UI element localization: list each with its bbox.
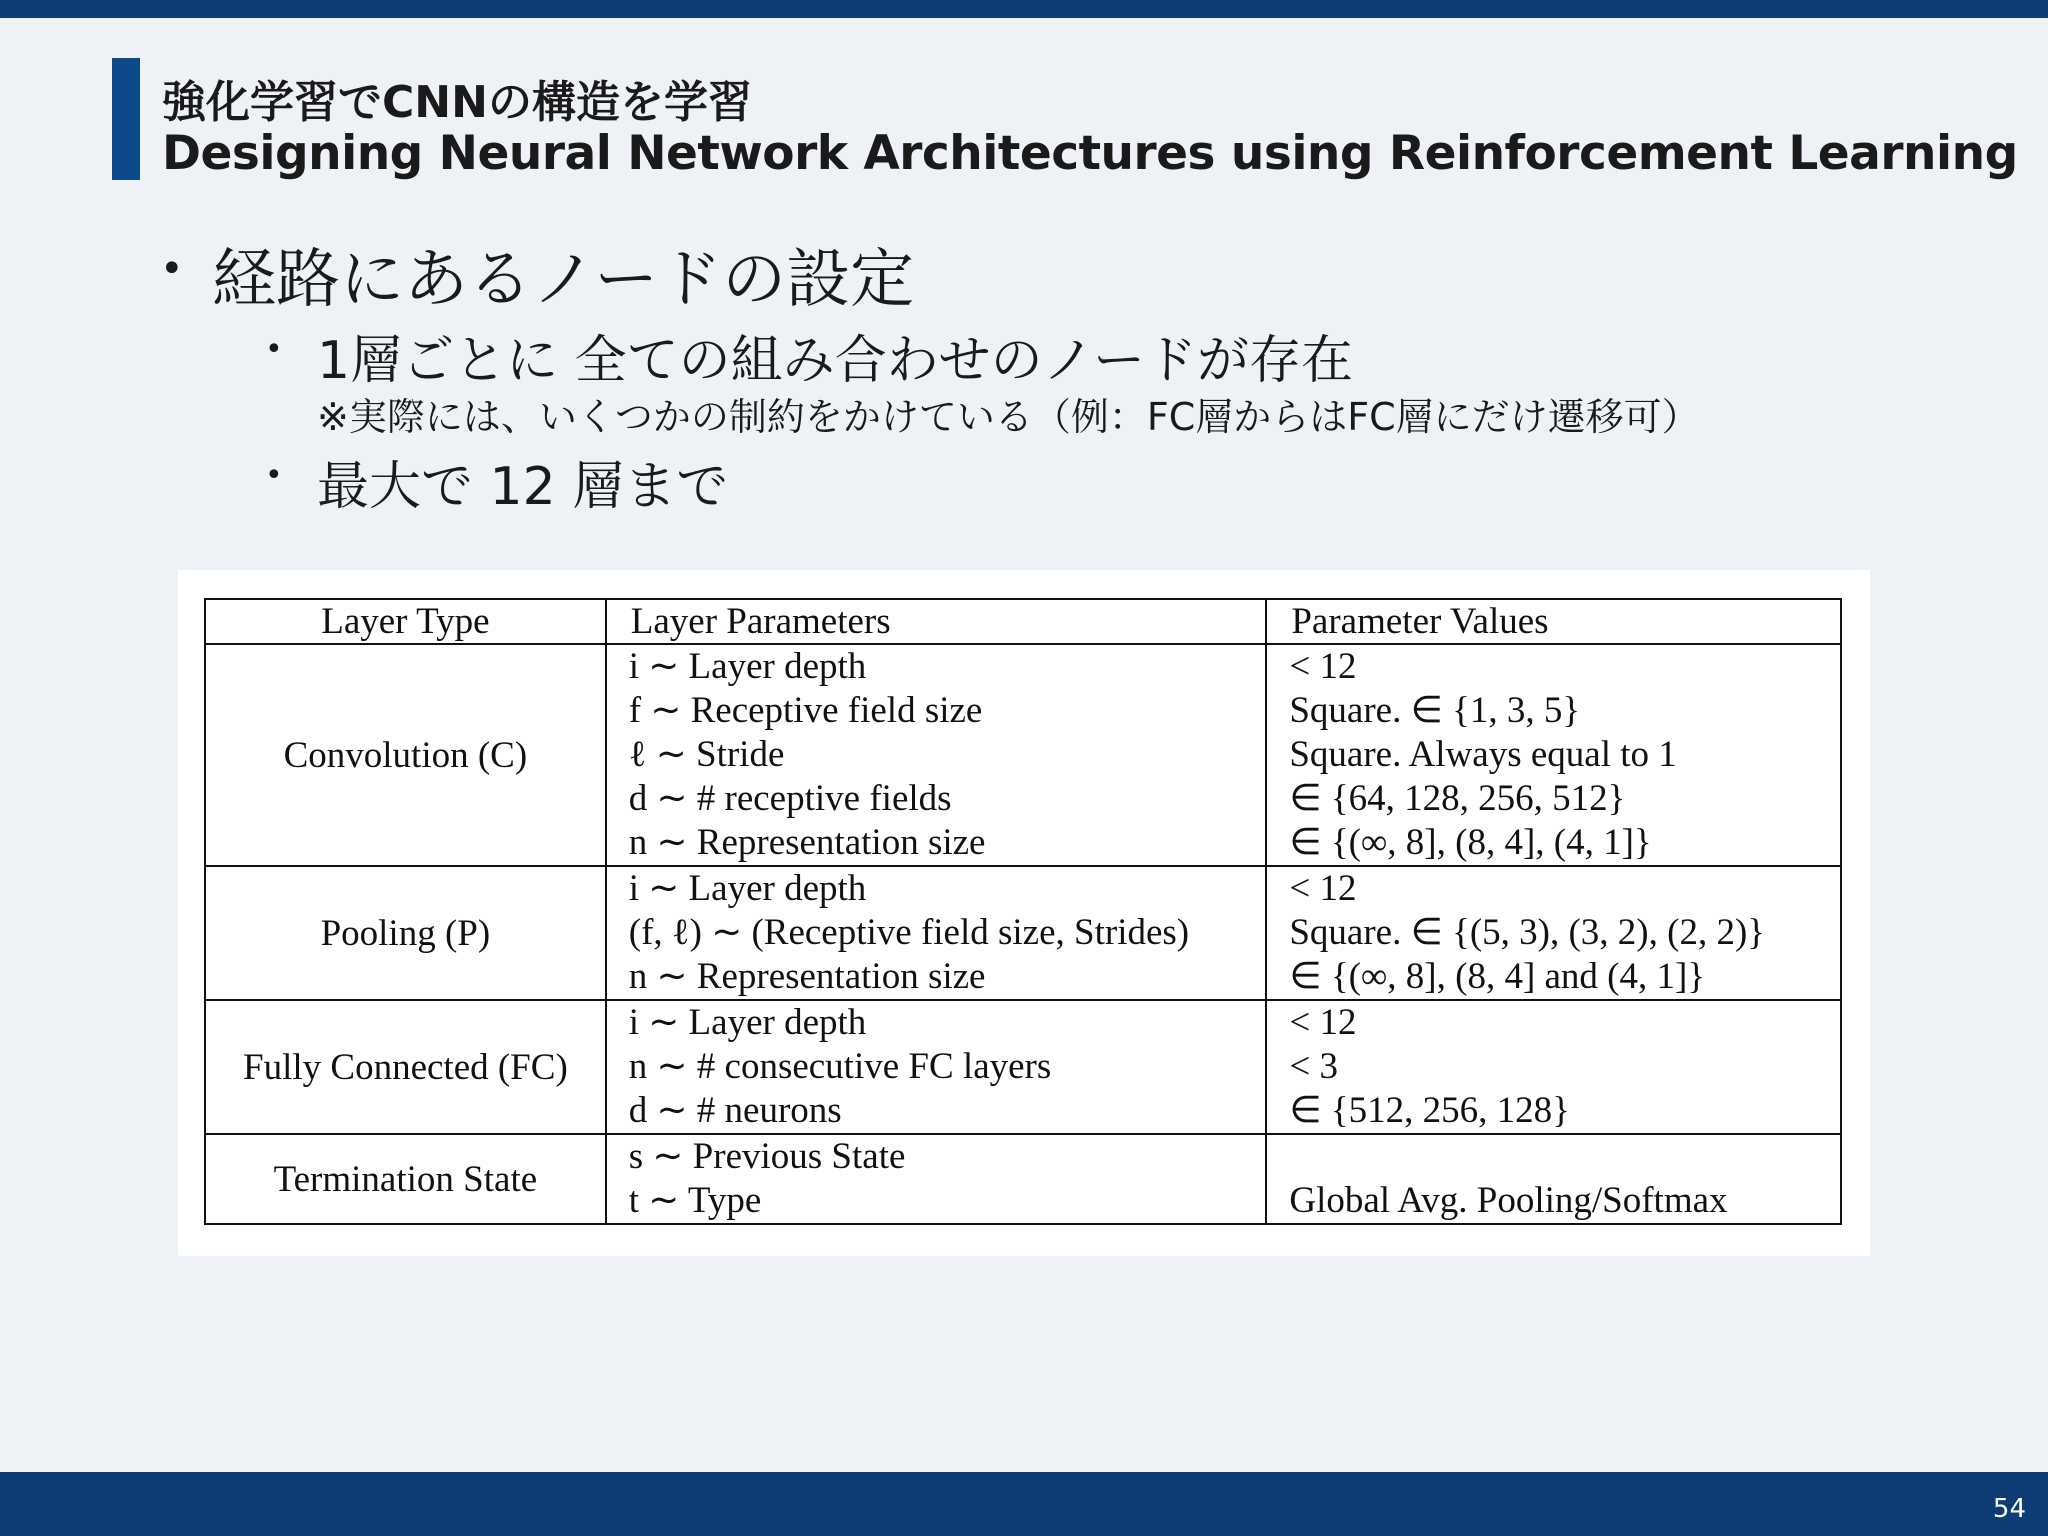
param-line: t ∼ Type xyxy=(628,1180,762,1221)
table-header-row xyxy=(205,599,1841,644)
bullet-sub-1-text: 1層ごとに 全ての組み合わせのノードが存在 xyxy=(317,331,1354,391)
param-values-cell xyxy=(1266,1134,1841,1224)
value-line: < 3 xyxy=(1289,1046,1338,1087)
bullet-main xyxy=(160,228,914,320)
param-line: i ∼ Layer depth xyxy=(628,868,867,909)
param-line: d ∼ # neurons xyxy=(628,1090,842,1131)
value-line: Global Avg. Pooling/Softmax xyxy=(1289,1180,1728,1221)
table-row-fully-connected xyxy=(205,1000,1841,1134)
param-line: n ∼ Representation size xyxy=(628,822,986,863)
param-line: (f, ℓ) ∼ (Receptive field size, Strides) xyxy=(628,912,1190,953)
value-line: Square. Always equal to 1 xyxy=(1289,734,1677,775)
param-line: n ∼ Representation size xyxy=(628,956,986,997)
param-values-cell xyxy=(1266,644,1841,866)
layer-parameter-table xyxy=(204,598,1842,1225)
table-row-termination xyxy=(205,1134,1841,1224)
value-line: ∈ {512, 256, 128} xyxy=(1289,1090,1570,1131)
param-line: s ∼ Previous State xyxy=(628,1136,906,1177)
bullet-note: ※実際には、いくつかの制約をかけている（例：FC層からはFC層にだけ遷移可） xyxy=(317,395,1700,439)
page-number: 54 xyxy=(1992,1494,2026,1524)
layer-params-cell xyxy=(606,1134,1267,1224)
param-line: d ∼ # receptive fields xyxy=(628,778,952,819)
bullet-dot-icon: • xyxy=(265,332,283,367)
layer-type-cell: Convolution (C) xyxy=(205,644,606,866)
param-line: f ∼ Receptive field size xyxy=(628,690,983,731)
layer-type-cell: Pooling (P) xyxy=(205,866,606,1000)
bullet-dot-icon: • xyxy=(265,458,283,493)
value-line: ∈ {(∞, 8], (8, 4] and (4, 1]} xyxy=(1289,956,1706,997)
value-line: Square. ∈ {1, 3, 5} xyxy=(1289,690,1581,731)
table-row-pooling xyxy=(205,866,1841,1000)
header-layer-type: Layer Type xyxy=(205,599,606,644)
slide-title-en: Designing Neural Network Architectures using Reinforcement Learning xyxy=(162,126,2018,181)
value-line: Square. ∈ {(5, 3), (3, 2), (2, 2)} xyxy=(1289,912,1766,953)
bullet-sub-1 xyxy=(265,318,1353,393)
slide-title-ja: 強化学習でCNNの構造を学習 xyxy=(162,77,752,128)
layer-params-cell xyxy=(606,1000,1267,1134)
top-bar xyxy=(0,0,2048,18)
value-line: ∈ {64, 128, 256, 512} xyxy=(1289,778,1626,819)
title-accent-bar xyxy=(112,58,140,180)
header-parameter-values: Parameter Values xyxy=(1266,599,1841,644)
layer-params-cell xyxy=(606,866,1267,1000)
layer-type-cell: Fully Connected (FC) xyxy=(205,1000,606,1134)
value-line: < 12 xyxy=(1289,868,1357,909)
bottom-bar xyxy=(0,1472,2048,1536)
value-line: < 12 xyxy=(1289,646,1357,687)
bullet-sub-2-text: 最大で 12 層まで xyxy=(317,457,729,517)
param-values-cell xyxy=(1266,866,1841,1000)
header-layer-parameters: Layer Parameters xyxy=(606,599,1267,644)
value-line: ∈ {(∞, 8], (8, 4], (4, 1]} xyxy=(1289,822,1652,863)
param-line: ℓ ∼ Stride xyxy=(628,734,785,775)
param-values-cell xyxy=(1266,1000,1841,1134)
param-line: i ∼ Layer depth xyxy=(628,1002,867,1043)
bullet-sub-2 xyxy=(265,444,728,519)
bullet-main-text: 経路にあるノードの設定 xyxy=(212,243,915,317)
value-line xyxy=(1289,1135,1818,1179)
param-line: n ∼ # consecutive FC layers xyxy=(628,1046,1052,1087)
bullet-dot-icon: • xyxy=(160,246,184,292)
layer-params-cell xyxy=(606,644,1267,866)
table-row-convolution xyxy=(205,644,1841,866)
value-line: < 12 xyxy=(1289,1002,1357,1043)
param-line: i ∼ Layer depth xyxy=(628,646,867,687)
table-panel xyxy=(178,570,1870,1256)
layer-type-cell: Termination State xyxy=(205,1134,606,1224)
